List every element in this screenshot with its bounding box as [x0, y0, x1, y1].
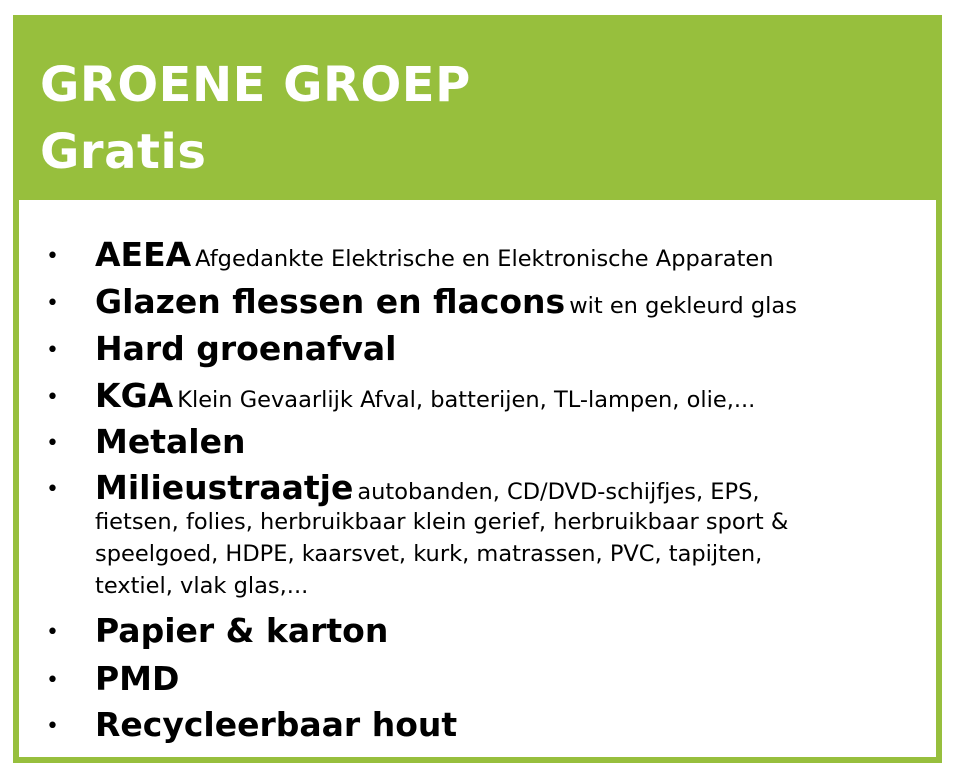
- bullet-icon: •: [46, 668, 59, 693]
- item-description-continued: speelgoed, HDPE, kaarsvet, kurk, matrassen, PVC, tapijten,: [95, 541, 763, 567]
- item-title: Papier & karton: [95, 611, 389, 650]
- card-body: [19, 200, 936, 757]
- card-subtitle: Gratis: [40, 124, 207, 180]
- item-line: [95, 376, 925, 416]
- item-line: [95, 329, 925, 369]
- item-description-continued: textiel, vlak glas,...: [95, 573, 309, 599]
- bullet-icon: •: [46, 385, 59, 410]
- item-line: [95, 422, 925, 462]
- bullet-icon: •: [46, 431, 59, 456]
- groene-groep-card: [13, 15, 942, 763]
- card-title: GROENE GROEP: [40, 57, 471, 113]
- bullet-icon: •: [46, 477, 59, 502]
- item-line: [95, 282, 925, 322]
- item-title: PMD: [95, 659, 180, 698]
- bullet-icon: •: [46, 714, 59, 739]
- bullet-icon: •: [46, 338, 59, 363]
- item-line: [95, 705, 925, 745]
- item-title: KGA: [95, 376, 174, 415]
- item-line: [95, 659, 925, 699]
- item-title: AEEA: [95, 235, 192, 274]
- item-line: [95, 611, 925, 651]
- item-line: [95, 468, 925, 508]
- item-title: Metalen: [95, 422, 246, 461]
- card-header: [13, 15, 942, 194]
- item-description-continued: fietsen, folies, herbruikbaar klein gerief, herbruikbaar sport &: [95, 509, 789, 535]
- item-description: wit en gekleurd glas: [569, 293, 797, 319]
- bullet-icon: •: [46, 244, 59, 269]
- item-title: Recycleerbaar hout: [95, 705, 458, 744]
- item-description: autobanden, CD/DVD-schijfjes, EPS,: [357, 479, 760, 505]
- bullet-icon: •: [46, 620, 59, 645]
- item-title: Glazen flessen en flacons: [95, 282, 566, 321]
- item-title: Hard groenafval: [95, 329, 397, 368]
- item-description: Klein Gevaarlijk Afval, batterijen, TL-lampen, olie,...: [177, 387, 756, 413]
- item-title: Milieustraatje: [95, 468, 354, 507]
- item-description: Afgedankte Elektrische en Elektronische Apparaten: [195, 246, 774, 272]
- item-line: [95, 235, 925, 275]
- bullet-icon: •: [46, 291, 59, 316]
